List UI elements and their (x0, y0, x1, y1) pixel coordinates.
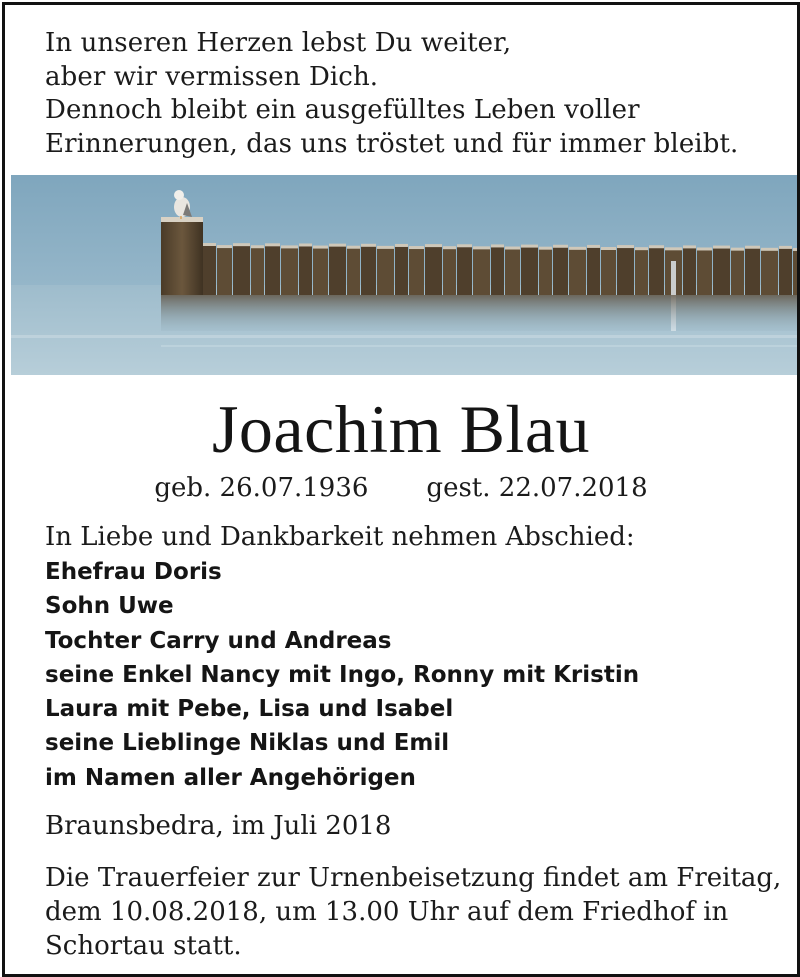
mourner-entry: seine Enkel Nancy mit Ingo, Ronny mit Kristin (45, 661, 640, 688)
seagull-on-groynes-photo (11, 175, 797, 375)
poem-line: In unseren Herzen lebst Du weiter, (45, 28, 512, 58)
poem-line: Dennoch bleibt ein ausgefülltes Leben voller (45, 95, 640, 125)
birth-date: geb. 26.07.1936 (154, 473, 369, 503)
death-date: gest. 22.07.2018 (426, 473, 648, 503)
mourner-entry: Sohn Uwe (45, 593, 174, 620)
poem-line: aber wir vermissen Dich. (45, 61, 379, 92)
ceremony-line: dem 10.08.2018, um 13.00 Uhr auf dem Friedhof in (45, 897, 729, 927)
poem-line: Erinnerungen, das uns tröstet und für immer bleibt. (45, 128, 739, 159)
mourner-entry: Tochter Carry und Andreas (45, 627, 392, 654)
farewell-intro: In Liebe und Dankbarkeit nehmen Abschied: (45, 522, 635, 552)
ceremony-info (45, 861, 782, 963)
mourners-list (45, 555, 639, 795)
life-dates (5, 471, 797, 505)
obituary-notice (2, 2, 800, 977)
mourner-entry: im Namen aller Angehörigen (45, 764, 416, 791)
place-and-date: Braunsbedra, im Juli 2018 (45, 811, 392, 841)
mourner-entry: seine Lieblinge Niklas und Emil (45, 730, 450, 757)
ceremony-line: Die Trauerfeier zur Urnenbeisetzung findet am Freitag, (45, 863, 782, 893)
memorial-poem (45, 27, 765, 161)
mourner-entry: Ehefrau Doris (45, 559, 222, 585)
deceased-name: Joachim Blau (211, 391, 591, 467)
mourner-entry: Laura mit Pebe, Lisa und Isabel (45, 696, 454, 723)
ceremony-line: Schortau statt. (45, 931, 242, 961)
